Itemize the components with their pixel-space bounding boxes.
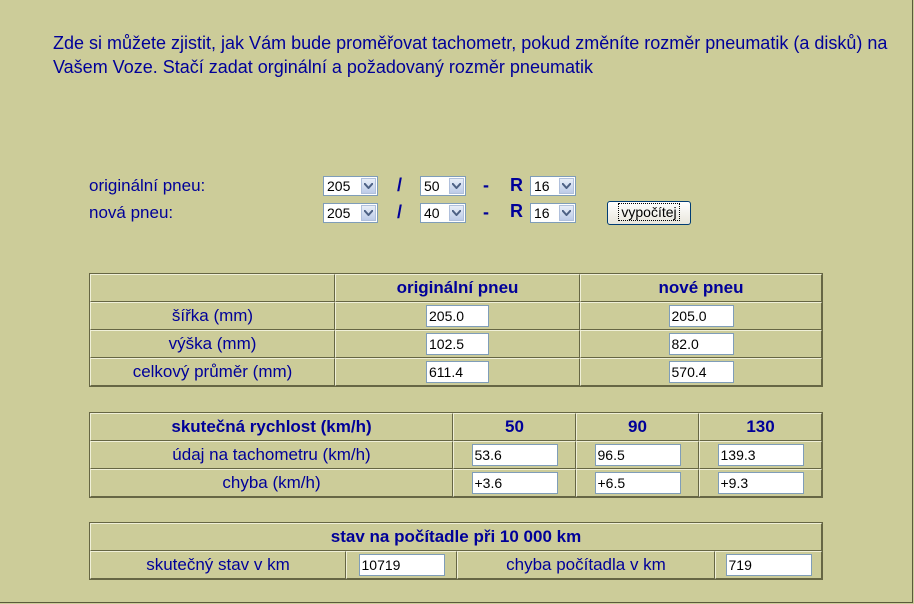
new-width-select[interactable]	[323, 203, 378, 223]
table-cell	[576, 469, 699, 497]
new-tire-label: nová pneu:	[89, 203, 174, 222]
tacho-50-output[interactable]: 53.6	[472, 444, 558, 466]
new-width-value: 205	[327, 205, 351, 221]
tacho-90-output[interactable]: 96.5	[595, 444, 681, 466]
table-header-row	[90, 274, 822, 302]
table-row	[90, 469, 822, 497]
original-diameter-output[interactable]: 611.4	[426, 361, 489, 383]
table-cell	[715, 551, 822, 579]
original-height-output[interactable]: 102.5	[426, 333, 489, 355]
table-header-cell: 90	[576, 413, 699, 441]
table-cell	[699, 441, 822, 469]
dash-symbol: -	[483, 175, 489, 195]
row-label: skutečný stav v km	[90, 551, 346, 579]
original-tire-label: originální pneu:	[89, 176, 206, 195]
new-rim-value: 16	[534, 205, 550, 221]
tacho-130-output[interactable]: 139.3	[718, 444, 804, 466]
table-row	[90, 358, 822, 386]
chevron-down-icon	[449, 178, 464, 194]
row-label: chyba počítadla v km	[457, 551, 715, 579]
dash-symbol: -	[483, 202, 489, 222]
table-header-cell: nové pneu	[580, 274, 822, 302]
calculate-button-label: vypočítej	[618, 203, 679, 221]
chevron-down-icon	[559, 178, 574, 194]
table-cell	[335, 330, 580, 358]
odo-actual-output[interactable]: 10719	[359, 554, 445, 576]
original-width-select[interactable]	[323, 176, 378, 196]
row-label: výška (mm)	[90, 330, 335, 358]
error-90-output[interactable]: +6.5	[595, 472, 681, 494]
table-cell	[699, 469, 822, 497]
row-label: šířka (mm)	[90, 302, 335, 330]
table-cell	[453, 441, 576, 469]
table-header-cell	[90, 274, 335, 302]
new-rim-select[interactable]	[530, 203, 576, 223]
table-cell	[453, 469, 576, 497]
chevron-down-icon	[361, 178, 376, 194]
table-header-cell: 130	[699, 413, 822, 441]
row-label: chyba (km/h)	[90, 469, 453, 497]
table-row	[90, 330, 822, 358]
table-cell	[576, 441, 699, 469]
intro-text: Zde si můžete zjistit, jak Vám bude proměřovat tachometr, pokud změníte rozměr pneumatik (a disků) na Vašem Voze. Stačí zadat orginální a požadovaný rozměr pneumatik	[53, 33, 888, 77]
table-cell	[346, 551, 457, 579]
table-header-cell: 50	[453, 413, 576, 441]
table-cell	[335, 358, 580, 386]
table-row	[90, 302, 822, 330]
table-header-cell: skutečná rychlost (km/h)	[90, 413, 453, 441]
slash-symbol: /	[397, 175, 403, 195]
original-width-value: 205	[327, 178, 351, 194]
new-width-output[interactable]: 205.0	[669, 305, 734, 327]
dimensions-table	[89, 273, 823, 387]
table-cell	[335, 302, 580, 330]
table-row	[90, 551, 822, 579]
table-header-cell: stav na počítadle při 10 000 km	[90, 523, 822, 551]
table-cell	[580, 358, 822, 386]
table-cell	[580, 330, 822, 358]
rim-r-symbol: R	[510, 201, 523, 221]
original-profile-select[interactable]	[420, 176, 466, 196]
calculate-button[interactable]	[607, 201, 691, 225]
row-label: celkový průměr (mm)	[90, 358, 335, 386]
error-130-output[interactable]: +9.3	[718, 472, 804, 494]
table-cell	[580, 302, 822, 330]
speed-table	[89, 412, 823, 498]
original-profile-value: 50	[424, 178, 440, 194]
odo-error-output[interactable]: 719	[726, 554, 812, 576]
table-header-cell: originální pneu	[335, 274, 580, 302]
new-profile-value: 40	[424, 205, 440, 221]
new-height-output[interactable]: 82.0	[669, 333, 734, 355]
original-rim-select[interactable]	[530, 176, 576, 196]
error-50-output[interactable]: +3.6	[472, 472, 558, 494]
table-header-row	[90, 413, 822, 441]
odometer-table	[89, 522, 823, 580]
chevron-down-icon	[559, 205, 574, 221]
row-label: údaj na tachometru (km/h)	[90, 441, 453, 469]
table-header-row	[90, 523, 822, 551]
table-row	[90, 441, 822, 469]
new-diameter-output[interactable]: 570.4	[669, 361, 734, 383]
new-profile-select[interactable]	[420, 203, 466, 223]
original-width-output[interactable]: 205.0	[426, 305, 489, 327]
original-rim-value: 16	[534, 178, 550, 194]
rim-r-symbol: R	[510, 175, 523, 195]
slash-symbol: /	[397, 202, 403, 222]
chevron-down-icon	[449, 205, 464, 221]
chevron-down-icon	[361, 205, 376, 221]
